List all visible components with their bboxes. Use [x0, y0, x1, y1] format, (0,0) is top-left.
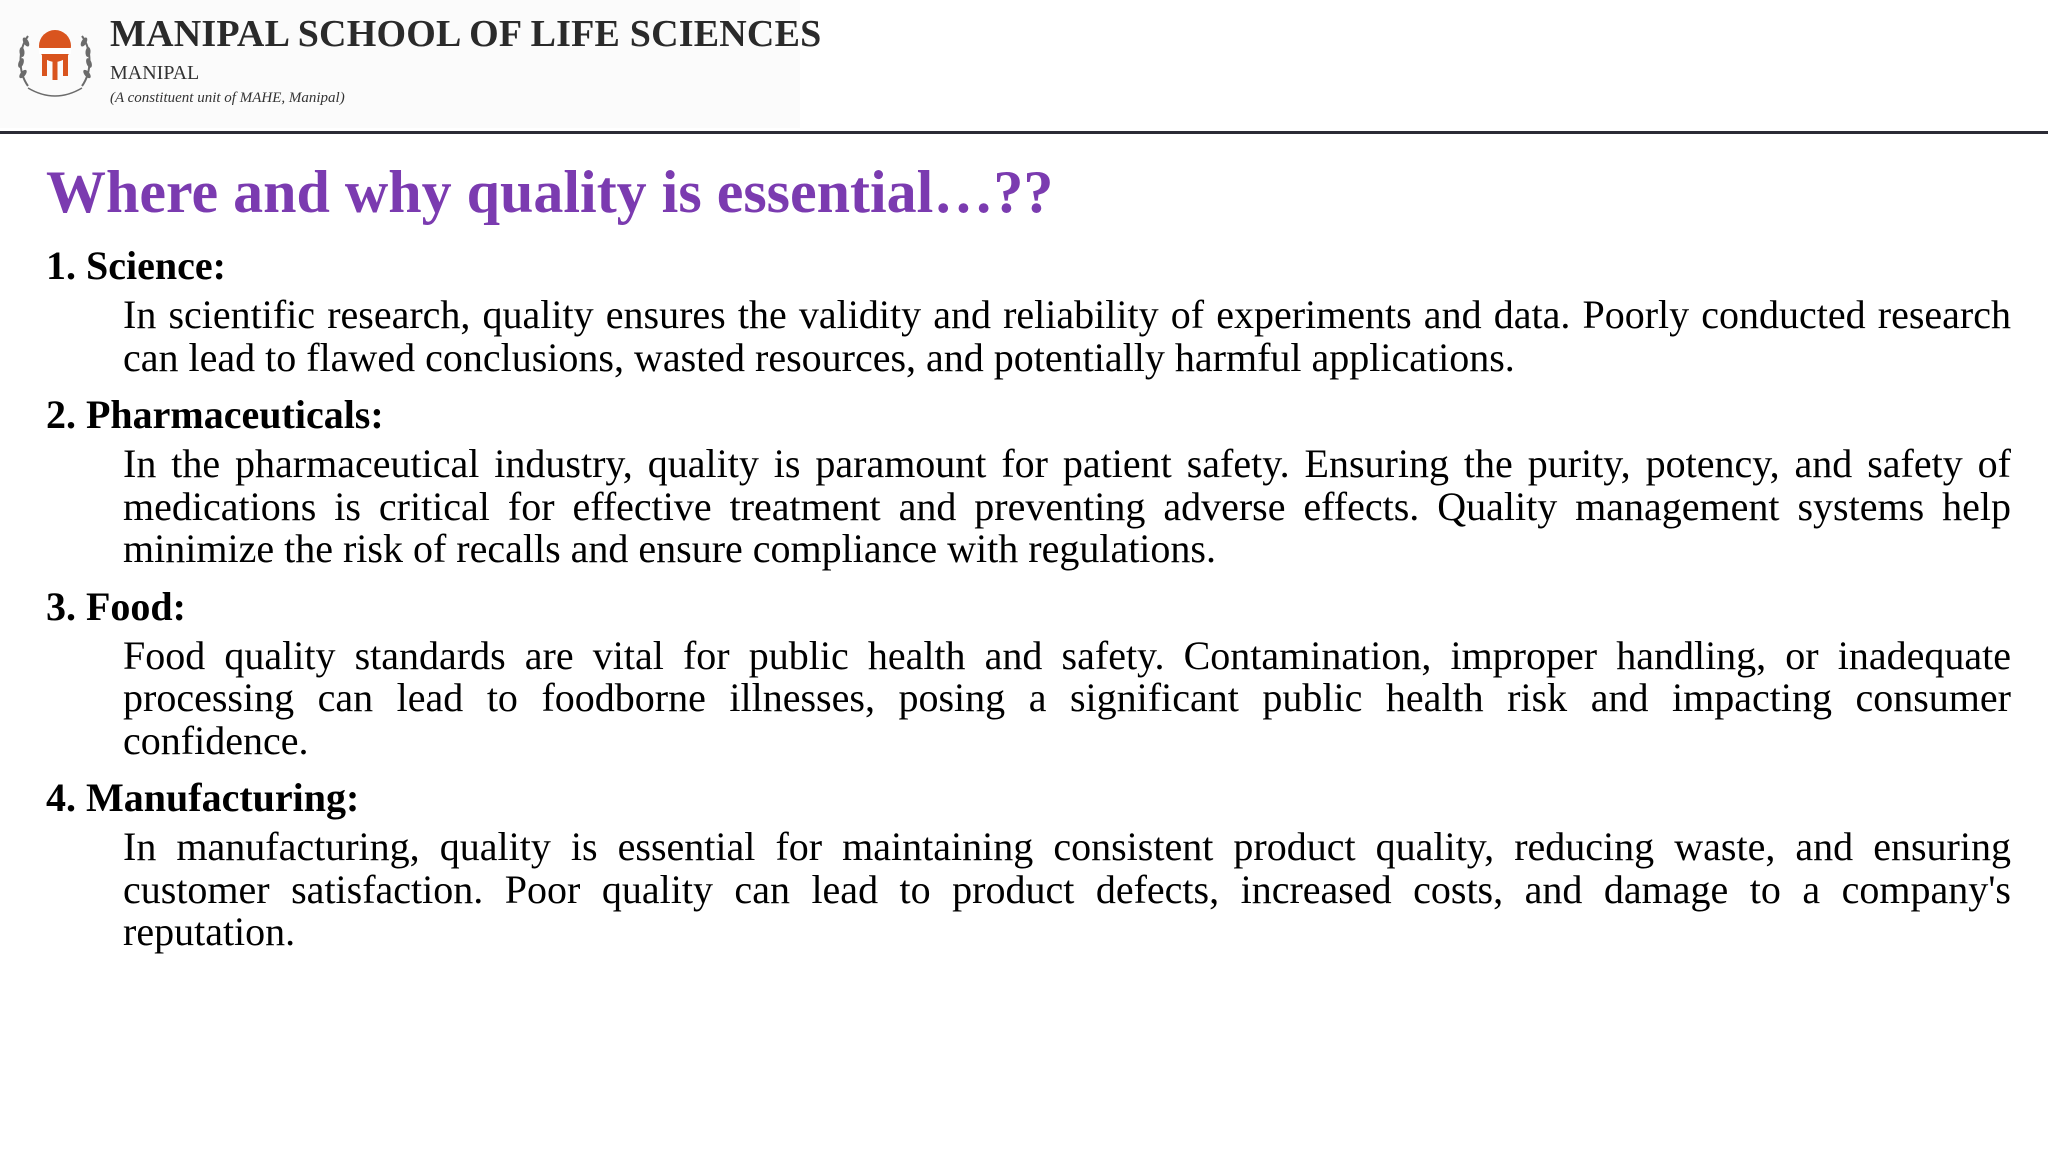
section-body: In the pharmaceutical industry, quality is paramount for patient safety. Ensuring the purity, potency, and safety of medications is critical for effective treatment and preventing adverse effects. Quality management systems help minimize the risk of recalls and ensure compliance with regulations.: [123, 441, 2011, 571]
school-name: MANIPAL SCHOOL OF LIFE SCIENCES: [110, 13, 822, 55]
section-heading: 1. Science:: [46, 243, 226, 288]
section-body: In scientific research, quality ensures the validity and reliability of experiments and data. Poorly conducted research can lead to flawed conclusions, wasted resources, and potentially harmful applications.: [123, 292, 2011, 380]
content-sections: [46, 240, 2011, 964]
section-heading: 2. Pharmaceuticals:: [46, 392, 384, 437]
section-food: [46, 581, 2011, 763]
section-body: Food quality standards are vital for public health and safety. Contamination, improper handling, or inadequate processing can lead to foodborne illnesses, posing a significant public health risk and impacting consumer confidence.: [123, 632, 2011, 763]
school-unit-note: (A constituent unit of MAHE, Manipal): [110, 90, 345, 106]
header-divider: [0, 131, 2048, 134]
manipal-emblem-icon: [14, 16, 96, 106]
slide-title: Where and why quality is essential…??: [46, 159, 1054, 225]
section-body: In manufacturing, quality is essential for maintaining consistent product quality, reducing waste, and ensuring customer satisfaction. Poor quality can lead to product defects, increased costs, and damage to a company's reputation.: [123, 824, 2011, 954]
school-city: MANIPAL: [110, 62, 200, 84]
slide-header: [0, 0, 2048, 132]
section-heading: 3. Food:: [46, 583, 186, 629]
section-pharmaceuticals: [46, 389, 2011, 571]
section-heading: 4. Manufacturing:: [46, 775, 360, 820]
institution-logo: [0, 0, 822, 128]
section-science: [46, 240, 2011, 379]
section-manufacturing: [46, 772, 2011, 954]
